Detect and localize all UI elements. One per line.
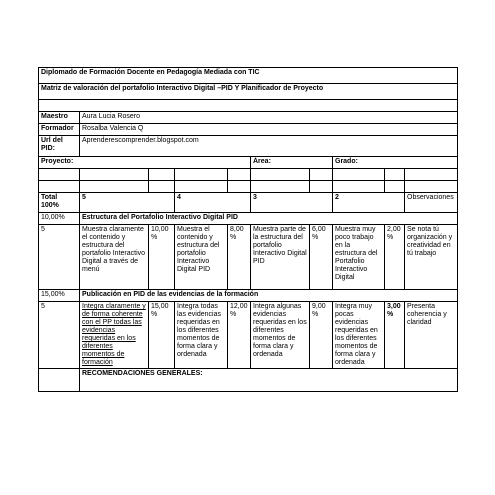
section2-level3-text: Integra algunas evidencias requeridas en los diferentes momentos de forma clara y ordenada (251, 302, 310, 369)
section1-title: Estructura del Portafolio Interactivo Digital PID (80, 213, 458, 225)
section2-title: Publicación en PID de las evidencias de la formación (80, 290, 458, 302)
recommendations-label: RECOMENDACIONES GENERALES: (80, 369, 458, 392)
section2-observation: Presenta coherencia y claridad (405, 302, 458, 369)
section1-criteria-row (39, 225, 458, 290)
section1-title-row (39, 213, 458, 225)
section1-level3-value: 6,00 % (310, 225, 333, 290)
section2-level4-text: Integra todas las evidencias requeridas en los diferentes momentos de forma clara y ordenada (175, 302, 228, 369)
section1-observation: Se nota tú organización y creatividad en tú trabajo (405, 225, 458, 290)
section2-level3-value: 9,00 % (310, 302, 333, 369)
recommendations-row (39, 369, 458, 392)
section2-title-row (39, 290, 458, 302)
section2-weight: 15,00% (39, 290, 80, 302)
section2-level2-value: 3,00 % (385, 302, 405, 369)
project-row (39, 157, 458, 169)
grado-label: Grado: (333, 157, 458, 169)
section1-level2-text: Muestra muy poco trabajo en la estructura del Portafolio Interactivo Digital (333, 225, 385, 290)
formador-value: Rosalba Valencia Q (80, 124, 458, 136)
title-row (39, 68, 458, 84)
section1-level5-text: Muestra claramente el contenido y estructura del portafolio Interactivo Digital a través de menú (80, 225, 149, 290)
observaciones-header: Observaciones (405, 193, 458, 213)
scale-header-row (39, 193, 458, 213)
valuation-matrix-table (38, 67, 458, 392)
section2-level5-text: Integra claramente y de forma coherente con el PP todas las evidencias requeridas en los diferentes momentos de formación (80, 302, 149, 369)
section1-level4-text: Muestra el contenido y estructura del portafolio Interactivo Digital PID (175, 225, 228, 290)
section2-level5-value: 15,00 % (149, 302, 175, 369)
section1-weight: 10,00% (39, 213, 80, 225)
formador-label: Formador (39, 124, 80, 136)
url-row (39, 136, 458, 157)
maestro-value: Aura Lucia Rosero (80, 112, 458, 124)
section1-level4-value: 8,00 % (228, 225, 251, 290)
spacer-row (39, 100, 458, 112)
level-4: 4 (175, 193, 251, 213)
url-label: Url del PID: (39, 136, 80, 157)
maestro-label: Maestro (39, 112, 80, 124)
empty-grid-row-2 (39, 181, 458, 193)
level-5: 5 (80, 193, 175, 213)
subtitle-row (39, 84, 458, 100)
section1-score: 5 (39, 225, 80, 290)
maestro-row (39, 112, 458, 124)
section1-level3-text: Muestra parte de la estructura del portafolio Interactivo Digital PID (251, 225, 310, 290)
section1-level5-value: 10,00 % (149, 225, 175, 290)
section2-criteria-row (39, 302, 458, 369)
section2-level2-text: Integra muy pocas evidencias requeridas en los diferentes momentos de forma clara y ordenada (333, 302, 385, 369)
area-label: Área: (251, 157, 333, 169)
level-3: 3 (251, 193, 333, 213)
section2-score: 5 (39, 302, 80, 369)
total-label: Total 100% (39, 193, 80, 213)
url-value: Aprenderescomprender.blogspot.com (80, 136, 458, 157)
proyecto-label: Proyecto: (39, 157, 251, 169)
section2-level4-value: 12,00 % (228, 302, 251, 369)
section1-level2-value: 2,00 % (385, 225, 405, 290)
formador-row (39, 124, 458, 136)
level-2: 2 (333, 193, 405, 213)
empty-grid-row-1 (39, 169, 458, 181)
document-title: Diplomado de Formación Docente en Pedagogía Mediada con TIC (39, 68, 458, 84)
document-subtitle: Matriz de valoración del portafolio Interactivo Digital –PID Y Planificador de Proyecto (39, 84, 458, 100)
